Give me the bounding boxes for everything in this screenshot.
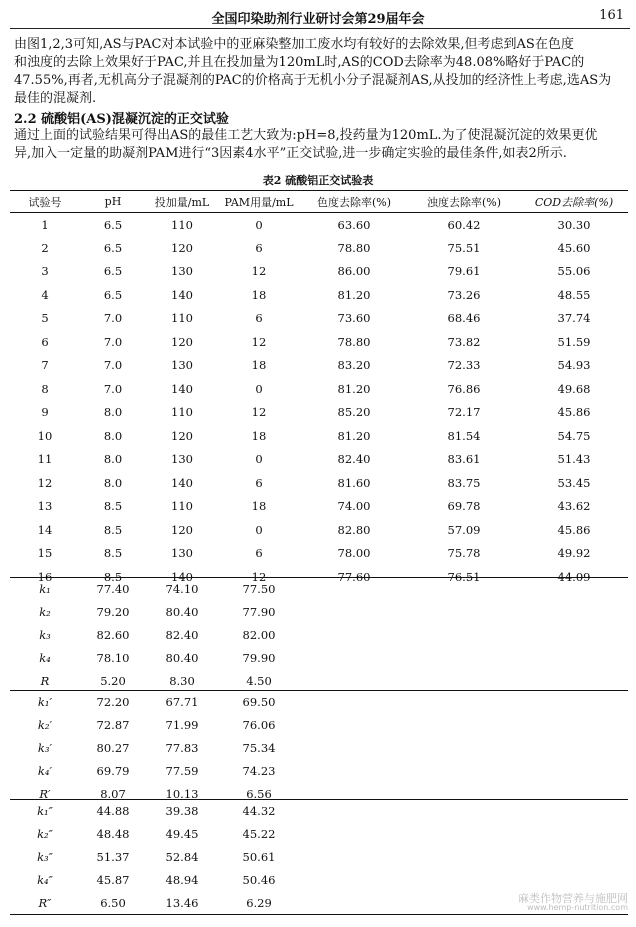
table-cell: 110 xyxy=(171,499,193,514)
table-cell: 78.00 xyxy=(337,546,371,561)
k-value: 8.07 xyxy=(100,787,126,801)
k-value: 74.10 xyxy=(165,582,199,597)
journal-title: 全国印染助剂行业研讨会第29届年会 xyxy=(211,12,425,27)
table-cell: 6.5 xyxy=(103,217,123,232)
table-cell: 12 xyxy=(251,405,267,420)
table-cell: 8.0 xyxy=(103,405,123,420)
table-cell: 140 xyxy=(171,475,193,490)
k-row xyxy=(10,823,628,846)
table-cell: 120 xyxy=(171,428,193,443)
k-row xyxy=(10,737,628,760)
table-cell: 53.45 xyxy=(557,475,591,490)
page-number: 161 xyxy=(599,8,624,23)
site-watermark xyxy=(518,893,628,912)
k-value: 77.90 xyxy=(242,605,276,619)
table-cell: 10 xyxy=(37,428,53,443)
table-cell: 18 xyxy=(251,287,267,302)
k-value: 71.99 xyxy=(165,718,199,732)
table-cell: 13 xyxy=(37,499,53,514)
k-label: k₃′ xyxy=(37,741,53,755)
table-cell: 7.0 xyxy=(103,358,123,373)
k-row xyxy=(10,691,628,714)
k-value: 79.90 xyxy=(242,651,276,665)
table-cell: 44.09 xyxy=(557,569,591,584)
k-value: 82.00 xyxy=(242,628,276,642)
table-header-row xyxy=(10,191,628,213)
k-label: k₁ xyxy=(39,582,51,597)
k-label: k₄′ xyxy=(37,764,53,778)
table-cell: 8.5 xyxy=(103,522,123,537)
table-cell: 68.46 xyxy=(447,311,481,326)
table-cell: 12 xyxy=(37,475,53,490)
table-cell: 45.60 xyxy=(557,240,591,255)
table-cell: 76.86 xyxy=(447,381,481,396)
empty-cell xyxy=(300,737,628,760)
table-cell: 11 xyxy=(37,452,53,467)
table-cell: 2 xyxy=(41,240,49,255)
empty-cell xyxy=(300,760,628,783)
table-cell: 130 xyxy=(171,264,193,279)
k-row xyxy=(10,601,628,624)
table-cell: 9 xyxy=(41,405,49,420)
k-value: 77.59 xyxy=(165,764,199,778)
k-row xyxy=(10,714,628,737)
k-value: 51.37 xyxy=(96,850,130,864)
table-row xyxy=(10,377,628,401)
table-cell: 1 xyxy=(41,217,49,232)
column-header: 试验号 xyxy=(10,191,80,213)
table-cell: 7.0 xyxy=(103,334,123,349)
table-cell: 30.30 xyxy=(557,217,591,232)
table-cell: 6.5 xyxy=(103,287,123,302)
paragraph-2 xyxy=(14,127,626,163)
table-cell: 73.82 xyxy=(447,334,481,349)
k-value: 75.34 xyxy=(242,741,276,755)
table-cell: 130 xyxy=(171,358,193,373)
table-cell: 12 xyxy=(251,569,267,584)
table-cell: 140 xyxy=(171,381,193,396)
empty-cell xyxy=(300,624,628,647)
k-value: 79.20 xyxy=(96,605,130,619)
table-cell: 8.0 xyxy=(103,475,123,490)
paragraph-line: 47.55%,再者,无机高分子混凝剂的PAC的价格高于无机小分子混凝剂AS,从投加的经济性上考虑,选AS为 xyxy=(14,73,612,88)
paragraph-line: 和浊度的去除上效果好于PAC,并且在投加量为120mL时,AS的COD去除率为48.08%略好于PAC的 xyxy=(14,55,585,70)
table-cell: 0 xyxy=(255,522,263,537)
table-cell: 7.0 xyxy=(103,311,123,326)
table-cell: 45.86 xyxy=(557,522,591,537)
column-header: COD去除率(%) xyxy=(520,191,628,213)
k-value: 50.46 xyxy=(242,873,276,887)
k-value: 39.38 xyxy=(165,804,199,819)
k-value: 48.48 xyxy=(96,827,130,841)
page-header xyxy=(0,8,636,28)
table-cell: 45.86 xyxy=(557,405,591,420)
k-label: k₂′ xyxy=(37,718,53,732)
k-label: k₂″ xyxy=(37,827,53,841)
table-row xyxy=(10,401,628,425)
k-value: 80.27 xyxy=(96,741,130,755)
k-value: 45.87 xyxy=(96,873,130,887)
k-label: R′ xyxy=(39,787,51,801)
table-cell: 72.33 xyxy=(447,358,481,373)
table-cell: 8.0 xyxy=(103,452,123,467)
table-cell: 6 xyxy=(255,311,263,326)
k-value: 44.88 xyxy=(96,804,130,819)
table-row xyxy=(10,354,628,378)
table-row xyxy=(10,307,628,331)
k-value: 48.94 xyxy=(165,873,199,887)
k-label: k₁″ xyxy=(37,804,53,819)
table-cell: 7 xyxy=(41,358,49,373)
table-cell: 120 xyxy=(171,334,193,349)
table-cell: 8 xyxy=(41,381,49,396)
table-cell: 7.0 xyxy=(103,381,123,396)
k-row xyxy=(10,800,628,823)
k-value: 69.79 xyxy=(96,764,130,778)
table-cell: 43.62 xyxy=(557,499,591,514)
table-cell: 8.5 xyxy=(103,499,123,514)
k-value: 77.83 xyxy=(165,741,199,755)
k-value: 6.50 xyxy=(100,896,126,910)
table-cell: 75.78 xyxy=(447,546,481,561)
table-cell: 49.92 xyxy=(557,546,591,561)
column-header: pH xyxy=(80,191,146,213)
table-cell: 12 xyxy=(251,334,267,349)
empty-cell xyxy=(300,823,628,846)
table-cell: 6.5 xyxy=(103,264,123,279)
table-cell: 82.80 xyxy=(337,522,371,537)
table-cell: 81.20 xyxy=(337,428,371,443)
table-cell: 110 xyxy=(171,217,193,232)
table-cell: 12 xyxy=(251,264,267,279)
table-cell: 110 xyxy=(171,311,193,326)
table-cell: 4 xyxy=(41,287,49,302)
k-value: 78.10 xyxy=(96,651,130,665)
k-row xyxy=(10,624,628,647)
table-row xyxy=(10,448,628,472)
table-cell: 8.0 xyxy=(103,428,123,443)
empty-cell xyxy=(300,691,628,714)
table-cell: 0 xyxy=(255,381,263,396)
table-cell: 73.60 xyxy=(337,311,371,326)
column-header: 浊度去除率(%) xyxy=(408,191,520,213)
table-caption: 表2 硫酸铝正交试验表 xyxy=(262,174,374,187)
table-cell: 85.20 xyxy=(337,405,371,420)
k-value: 72.20 xyxy=(96,695,130,710)
table-cell: 6.5 xyxy=(103,240,123,255)
table-cell: 81.20 xyxy=(337,287,371,302)
table-cell: 73.26 xyxy=(447,287,481,302)
table-cell: 74.00 xyxy=(337,499,371,514)
k-value: 80.40 xyxy=(165,651,199,665)
k-value: 8.30 xyxy=(169,674,195,688)
table-row xyxy=(10,471,628,495)
k-value: 72.87 xyxy=(96,718,130,732)
table-cell: 81.20 xyxy=(337,381,371,396)
k-value: 6.56 xyxy=(246,787,272,801)
k-label: R xyxy=(40,674,50,688)
table-cell: 82.40 xyxy=(337,452,371,467)
table-cell: 55.06 xyxy=(557,264,591,279)
k-value: 76.06 xyxy=(242,718,276,732)
table-cell: 83.20 xyxy=(337,358,371,373)
k-value: 69.50 xyxy=(242,695,276,710)
paragraph-line: 最佳的混凝剂. xyxy=(14,91,97,106)
section-heading: 2.2 硫酸铝(AS)混凝沉淀的正交试验 xyxy=(14,112,229,127)
k-value: 10.13 xyxy=(165,787,199,801)
table-cell: 130 xyxy=(171,546,193,561)
table-cell: 8.5 xyxy=(103,546,123,561)
table-cell: 16 xyxy=(37,569,53,584)
table-cell: 83.75 xyxy=(447,475,481,490)
k-analysis-block-color xyxy=(10,577,628,693)
table-cell: 69.78 xyxy=(447,499,481,514)
table-cell: 83.61 xyxy=(447,452,481,467)
table-cell: 8.5 xyxy=(103,569,123,584)
header-divider xyxy=(10,28,630,29)
k-label: k₃ xyxy=(39,628,51,642)
orthogonal-test-table xyxy=(10,190,628,589)
table-cell: 77.60 xyxy=(337,569,371,584)
watermark-text: 麻类作物营养与施肥网 xyxy=(518,892,628,905)
table-row xyxy=(10,283,628,307)
table-row xyxy=(10,213,628,237)
table-cell: 110 xyxy=(171,405,193,420)
column-header: 投加量/mL xyxy=(146,191,218,213)
k-label: k₄″ xyxy=(37,873,53,887)
table-cell: 120 xyxy=(171,240,193,255)
k-label: k₄ xyxy=(39,651,51,665)
k-label: k₁′ xyxy=(37,695,53,710)
empty-cell xyxy=(300,846,628,869)
k-row xyxy=(10,578,628,601)
table-cell: 140 xyxy=(171,287,193,302)
table-cell: 49.68 xyxy=(557,381,591,396)
paragraph-line: 由图1,2,3可知,AS与PAC对本试验中的亚麻染整加工废水均有较好的去除效果,但考虑到AS在色度 xyxy=(14,37,574,52)
table-row xyxy=(10,542,628,566)
table-cell: 18 xyxy=(251,499,267,514)
table-cell: 86.00 xyxy=(337,264,371,279)
table-cell: 57.09 xyxy=(447,522,481,537)
table-cell: 78.80 xyxy=(337,334,371,349)
table-cell: 72.17 xyxy=(447,405,481,420)
table-cell: 0 xyxy=(255,452,263,467)
k-value: 45.22 xyxy=(242,827,276,841)
k-value: 50.61 xyxy=(242,850,276,864)
paragraph-line: 通过上面的试验结果可得出AS的最佳工艺大致为:pH=8,投药量为120mL.为了使混凝沉淀的效果更优 xyxy=(14,128,598,143)
table-cell: 51.43 xyxy=(557,452,591,467)
column-header: PAM用量/mL xyxy=(218,191,300,213)
k-label: k₂ xyxy=(39,605,51,619)
watermark-url: www.hemp-nutrition.com xyxy=(527,903,628,912)
k-value: 82.60 xyxy=(96,628,130,642)
table-cell: 120 xyxy=(171,522,193,537)
empty-cell xyxy=(300,578,628,601)
paragraph-line: 异,加入一定量的助凝剂PAM进行“3因素4水平”正交试验,进一步确定实验的最佳条件,如表2所示. xyxy=(14,146,567,161)
k-value: 52.84 xyxy=(165,850,199,864)
k-value: 13.46 xyxy=(165,896,199,910)
table-cell: 6 xyxy=(255,475,263,490)
empty-cell xyxy=(300,647,628,670)
k-value: 77.40 xyxy=(96,582,130,597)
table-cell: 14 xyxy=(37,522,53,537)
k-value: 4.50 xyxy=(246,674,272,688)
k-label: k₃″ xyxy=(37,850,53,864)
table-cell: 75.51 xyxy=(447,240,481,255)
table-row xyxy=(10,330,628,354)
table-cell: 6 xyxy=(255,546,263,561)
k-value: 6.29 xyxy=(246,896,272,910)
table-cell: 48.55 xyxy=(557,287,591,302)
empty-cell xyxy=(300,601,628,624)
k-value: 80.40 xyxy=(165,605,199,619)
table-cell: 140 xyxy=(171,569,193,584)
table-cell: 6 xyxy=(41,334,49,349)
k-row xyxy=(10,647,628,670)
table-cell: 79.61 xyxy=(447,264,481,279)
k-value: 67.71 xyxy=(165,695,199,710)
column-header: 色度去除率(%) xyxy=(300,191,408,213)
table-cell: 15 xyxy=(37,546,53,561)
paragraph-1 xyxy=(14,36,626,108)
table-cell: 81.60 xyxy=(337,475,371,490)
k-row xyxy=(10,869,628,892)
empty-cell xyxy=(300,800,628,823)
k-value: 74.23 xyxy=(242,764,276,778)
k-analysis-block-turbidity xyxy=(10,690,628,806)
table-cell: 54.93 xyxy=(557,358,591,373)
k-value: 5.20 xyxy=(100,674,126,688)
table-cell: 60.42 xyxy=(447,217,481,232)
table-row xyxy=(10,518,628,542)
k-row xyxy=(10,760,628,783)
table-cell: 81.54 xyxy=(447,428,481,443)
table-cell: 51.59 xyxy=(557,334,591,349)
table-row xyxy=(10,236,628,260)
table-row xyxy=(10,260,628,284)
table-cell: 76.51 xyxy=(447,569,481,584)
k-label: R″ xyxy=(38,896,52,910)
table-cell: 78.80 xyxy=(337,240,371,255)
table-cell: 130 xyxy=(171,452,193,467)
table-cell: 6 xyxy=(255,240,263,255)
table-cell: 54.75 xyxy=(557,428,591,443)
k-value: 49.45 xyxy=(165,827,199,841)
table-cell: 63.60 xyxy=(337,217,371,232)
table-cell: 37.74 xyxy=(557,311,591,326)
table-cell: 5 xyxy=(41,311,49,326)
table-cell: 3 xyxy=(41,264,49,279)
empty-cell xyxy=(300,869,628,892)
empty-cell xyxy=(300,714,628,737)
table-cell: 18 xyxy=(251,358,267,373)
k-value: 82.40 xyxy=(165,628,199,642)
table-row xyxy=(10,495,628,519)
k-row xyxy=(10,846,628,869)
table-cell: 18 xyxy=(251,428,267,443)
k-value: 44.32 xyxy=(242,804,276,819)
k-value: 77.50 xyxy=(242,582,276,597)
table-row xyxy=(10,424,628,448)
table-bottom-rule xyxy=(10,914,628,915)
table-cell: 0 xyxy=(255,217,263,232)
